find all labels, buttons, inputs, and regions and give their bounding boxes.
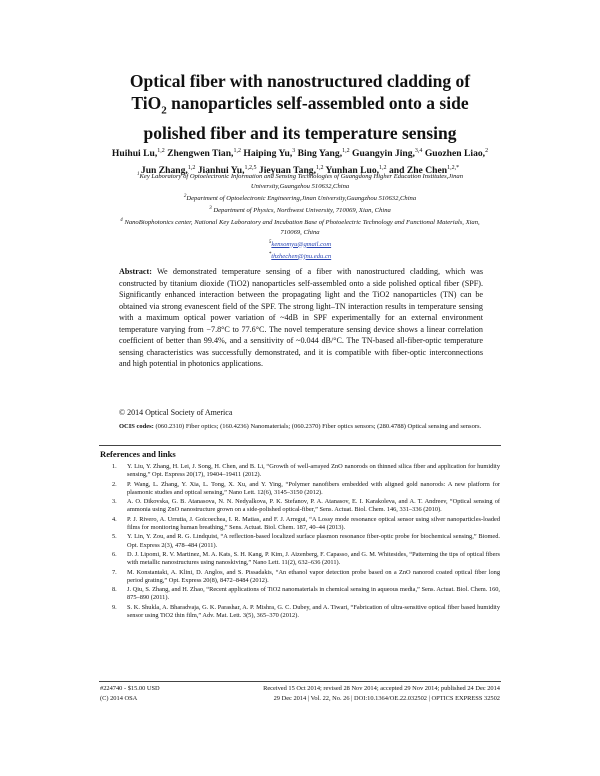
ocis-label: OCIS codes: [119,423,154,430]
reference-item [100,604,500,621]
author-name: Guozhen Liao, [424,148,486,160]
reference-item [100,463,500,480]
reference-text: Y. Liu, Y. Zhang, H. Lei, J. Song, H. Chen, and B. Li, “Growth of well-arrayed ZnO nanorods on thinned silica fiber and application for humidity sensing,” Opt. Express 20(17), 19404–19411 (2012). [127,463,500,479]
divider-top [99,445,501,446]
footer-price: #224740 - $15.00 USD [100,685,160,692]
reference-number: 4. [112,515,117,523]
reference-item [100,516,500,533]
reference-text: A. O. Dikovska, G. B. Atanasova, N. N. Nedyalkova, P. K. Stefanov, P. A. Atanasov, E. I. Karakoleva, and A. T. Andreev, “Optical sensing of ammonia using ZnO nanostructure grown on a side-polished optical-fiber,” Sens. Actuat. Biol. Chem. 146, 331–336 (2010). [127,498,500,514]
author-affil-sup: 3,4 [414,148,423,154]
email-link-1[interactable]: kensomyu@gmail.com [271,240,332,248]
author-affil-sup: 3 [292,148,296,154]
reference-text: P. J. Rivero, A. Urrutia, J. Goicoechea, I. R. Matias, and F. J. Arregui, “A Lossy mode resonance optical sensor using silver nanoparticles-loaded films for monitoring human breathing,” Sens. Actuat. Biol. Chem. 187, 40–44 (2013). [127,515,500,532]
title-line-2: TiO$_2$ nanoparticles self-assembled onto a side [131,93,469,117]
divider-bottom [99,681,501,682]
reference-number: 9. [112,603,117,611]
footer-dates: Received 15 Oct 2014; revised 28 Nov 2014; accepted 29 Nov 2014; published 24 Dec 2014 [263,685,500,692]
reference-text: P. Wang, L. Zhang, Y. Xia, L. Tong, X. Xu, and Y. Ying, “Polymer nanofibers embedded with aligned gold nanorods: A new platform for plasmonic studies and optical sensing,” Nano Lett. 12(6), 3145–3150 (2012). [127,480,500,496]
author-name: Jieyuan Tang, [258,165,316,177]
author-affil-sup: 1,2 [233,148,241,154]
ocis-codes [119,422,483,431]
affiliation-list [118,170,482,238]
reference-item [100,533,500,550]
abstract [119,266,483,370]
author-name: Zhengwen Tian, [167,148,234,160]
reference-item [100,498,500,515]
reference-number: 7. [112,568,117,576]
author-name: Guangyin Jing, [352,148,415,160]
author-affil-sup: 1,2 [157,148,165,154]
author-name: Huihui Lu, [111,148,158,160]
author-affil-sup: 1,2 [187,165,196,172]
author-affil-sup: 1,2,* [447,165,460,172]
references-heading: References and links [100,449,176,459]
footer-copyright: (C) 2014 OSA [100,695,138,702]
reference-text: S. K. Shukla, A. Bharadvaja, G. K. Parashar, A. P. Mishra, G. C. Dubey, and A. Tiwari, “Fabrication of ultra-sensitive optical fiber based humidity sensor using TiO2 thin film,” Adv. Mat. Lett. 3(5), 365–370 (2012). [127,603,500,620]
reference-number: 8. [112,586,117,594]
reference-item [100,551,500,568]
author-affil-sup: 1,2 [342,148,350,154]
reference-text: Y. Lin, Y. Zou, and R. G. Lindquist, “A reflection-based localized surface plasmon resonance fiber-optic probe for biochemical sensing,” Biomed. Opt. Express 2(3), 478–484 (2011). [127,533,500,549]
copyright: © 2014 Optical Society of America [119,408,233,417]
reference-item [100,569,500,586]
author-name: Jianhui Yu, [197,165,245,177]
reference-number: 1. [112,463,117,470]
reference-number: 6. [112,550,117,558]
author-name: and Zhe Chen [388,165,448,177]
reference-text: D. J. Lipomi, R. V. Martinez, M. A. Kats, S. H. Kang, P. Kim, J. Aizenberg, F. Capasso, and G. M. Whitesides, “Patterning the tips of optical fibers with metallic nanostructures using nanoskiving,” Nano Lett. 11(2), 632–636 (2011). [127,550,500,567]
reference-item [100,481,500,498]
email-link-2[interactable]: thzhechen@jnu.edu.cn [271,252,332,260]
author-affil-sup: 1,2 [379,165,387,172]
author-name: Bing Yang, [297,148,343,160]
author-name: Jun Zhang, [140,165,188,177]
author-affil-sup: 2 [485,148,489,154]
affiliation: $^1$Key Laboratory of Optoelectronic Information and Sensing Technologies of Guangdong Higher Education Institutes,Jinan University,Guangzhou 510632,China [137,172,463,190]
reference-list [100,463,500,621]
footer-citation: 29 Dec 2014 | Vol. 22, No. 26 | DOI:10.1364/OE.22.032502 | OPTICS EXPRESS 32502 [273,695,500,702]
affiliations [118,170,482,262]
page-footer [100,684,500,704]
title-line-3: polished fiber and its temperature sensing [143,122,457,143]
author-affil-sup: 1,2,5 [244,165,257,172]
reference-text: M. Konstantaki, A. Klini, D. Anglos, and S. Pissadakis, “An ethanol vapor detection probe based on a ZnO nanorod coated optical fiber long period grating,” Opt. Express 20(8), 8472–8484 (2012). [127,568,500,584]
affiliation: $^2$Department of Optoelectronic Engineering,Jinan University,Guangzhou 510632,China [183,193,417,202]
reference-number: 3. [112,498,117,506]
author-name: Haiping Yu, [243,148,293,160]
reference-number: 5. [112,533,117,541]
reference-text: J. Qiu, S. Zhang, and H. Zhao, “Recent applications of TiO2 nanomaterials in chemical sensing in aqueous media,” Sens. Actuat. Biol. Chem. 160, 875–890 (2011). [127,586,500,602]
affiliation: $^3$ Department of Physics, Northwest University, 710069, Xian, China [209,205,391,214]
affiliation: $^4$ NanoBiophotonics center, National Key Laboratory and Incubation Base of Photoelectric Technology and Functional Materials, Xian, 710069, China [120,217,480,236]
email-block: $^5$kensomyu@gmail.com *thzhechen@jnu.edu.cn [268,239,332,260]
author-name: Yunhan Luo, [325,165,380,177]
title-line-1: Optical fiber with nanostructured cladding of [129,71,471,91]
paper-title [100,70,500,144]
ocis-text: (060.2310) Fiber optics; (160.4236) Nanomaterials; (060.2370) Fiber optics sensors; (280.4788) Optical sensing and sensors. [153,423,482,430]
author-affil-sup: 1,2 [315,165,324,172]
reference-number: 2. [112,480,117,488]
reference-item [100,586,500,603]
abstract-text: We demonstrated temperature sensing of a fiber with nanostructured cladding, which was constructed by titanium dioxide (TiO2) nanoparticles self-assembled onto a side polished optical fiber (SPF). Significantly enhanced interaction between the propagating light and the TiO2 nanoparticles (TN) can be obtained via strong evanescent field of the SPF. The strong light–TN interaction results in temperature sensing with a maximum optical power variation of ~4dB in SPF experimentally for an external environment temperature varying from −7.8°C to 77.6°C. The novel temperature sensing device shows a linear correlation coefficient of better than 99.4%, and a sensitivity of ~0.044 dB/°C. The TN-based all-fiber-optic temperature sensing characteristics was successfully demonstrated, and it is compatible with fiber-optic interconnections and high potential in photonics applications. [119,267,483,369]
abstract-label: Abstract: [119,267,152,276]
